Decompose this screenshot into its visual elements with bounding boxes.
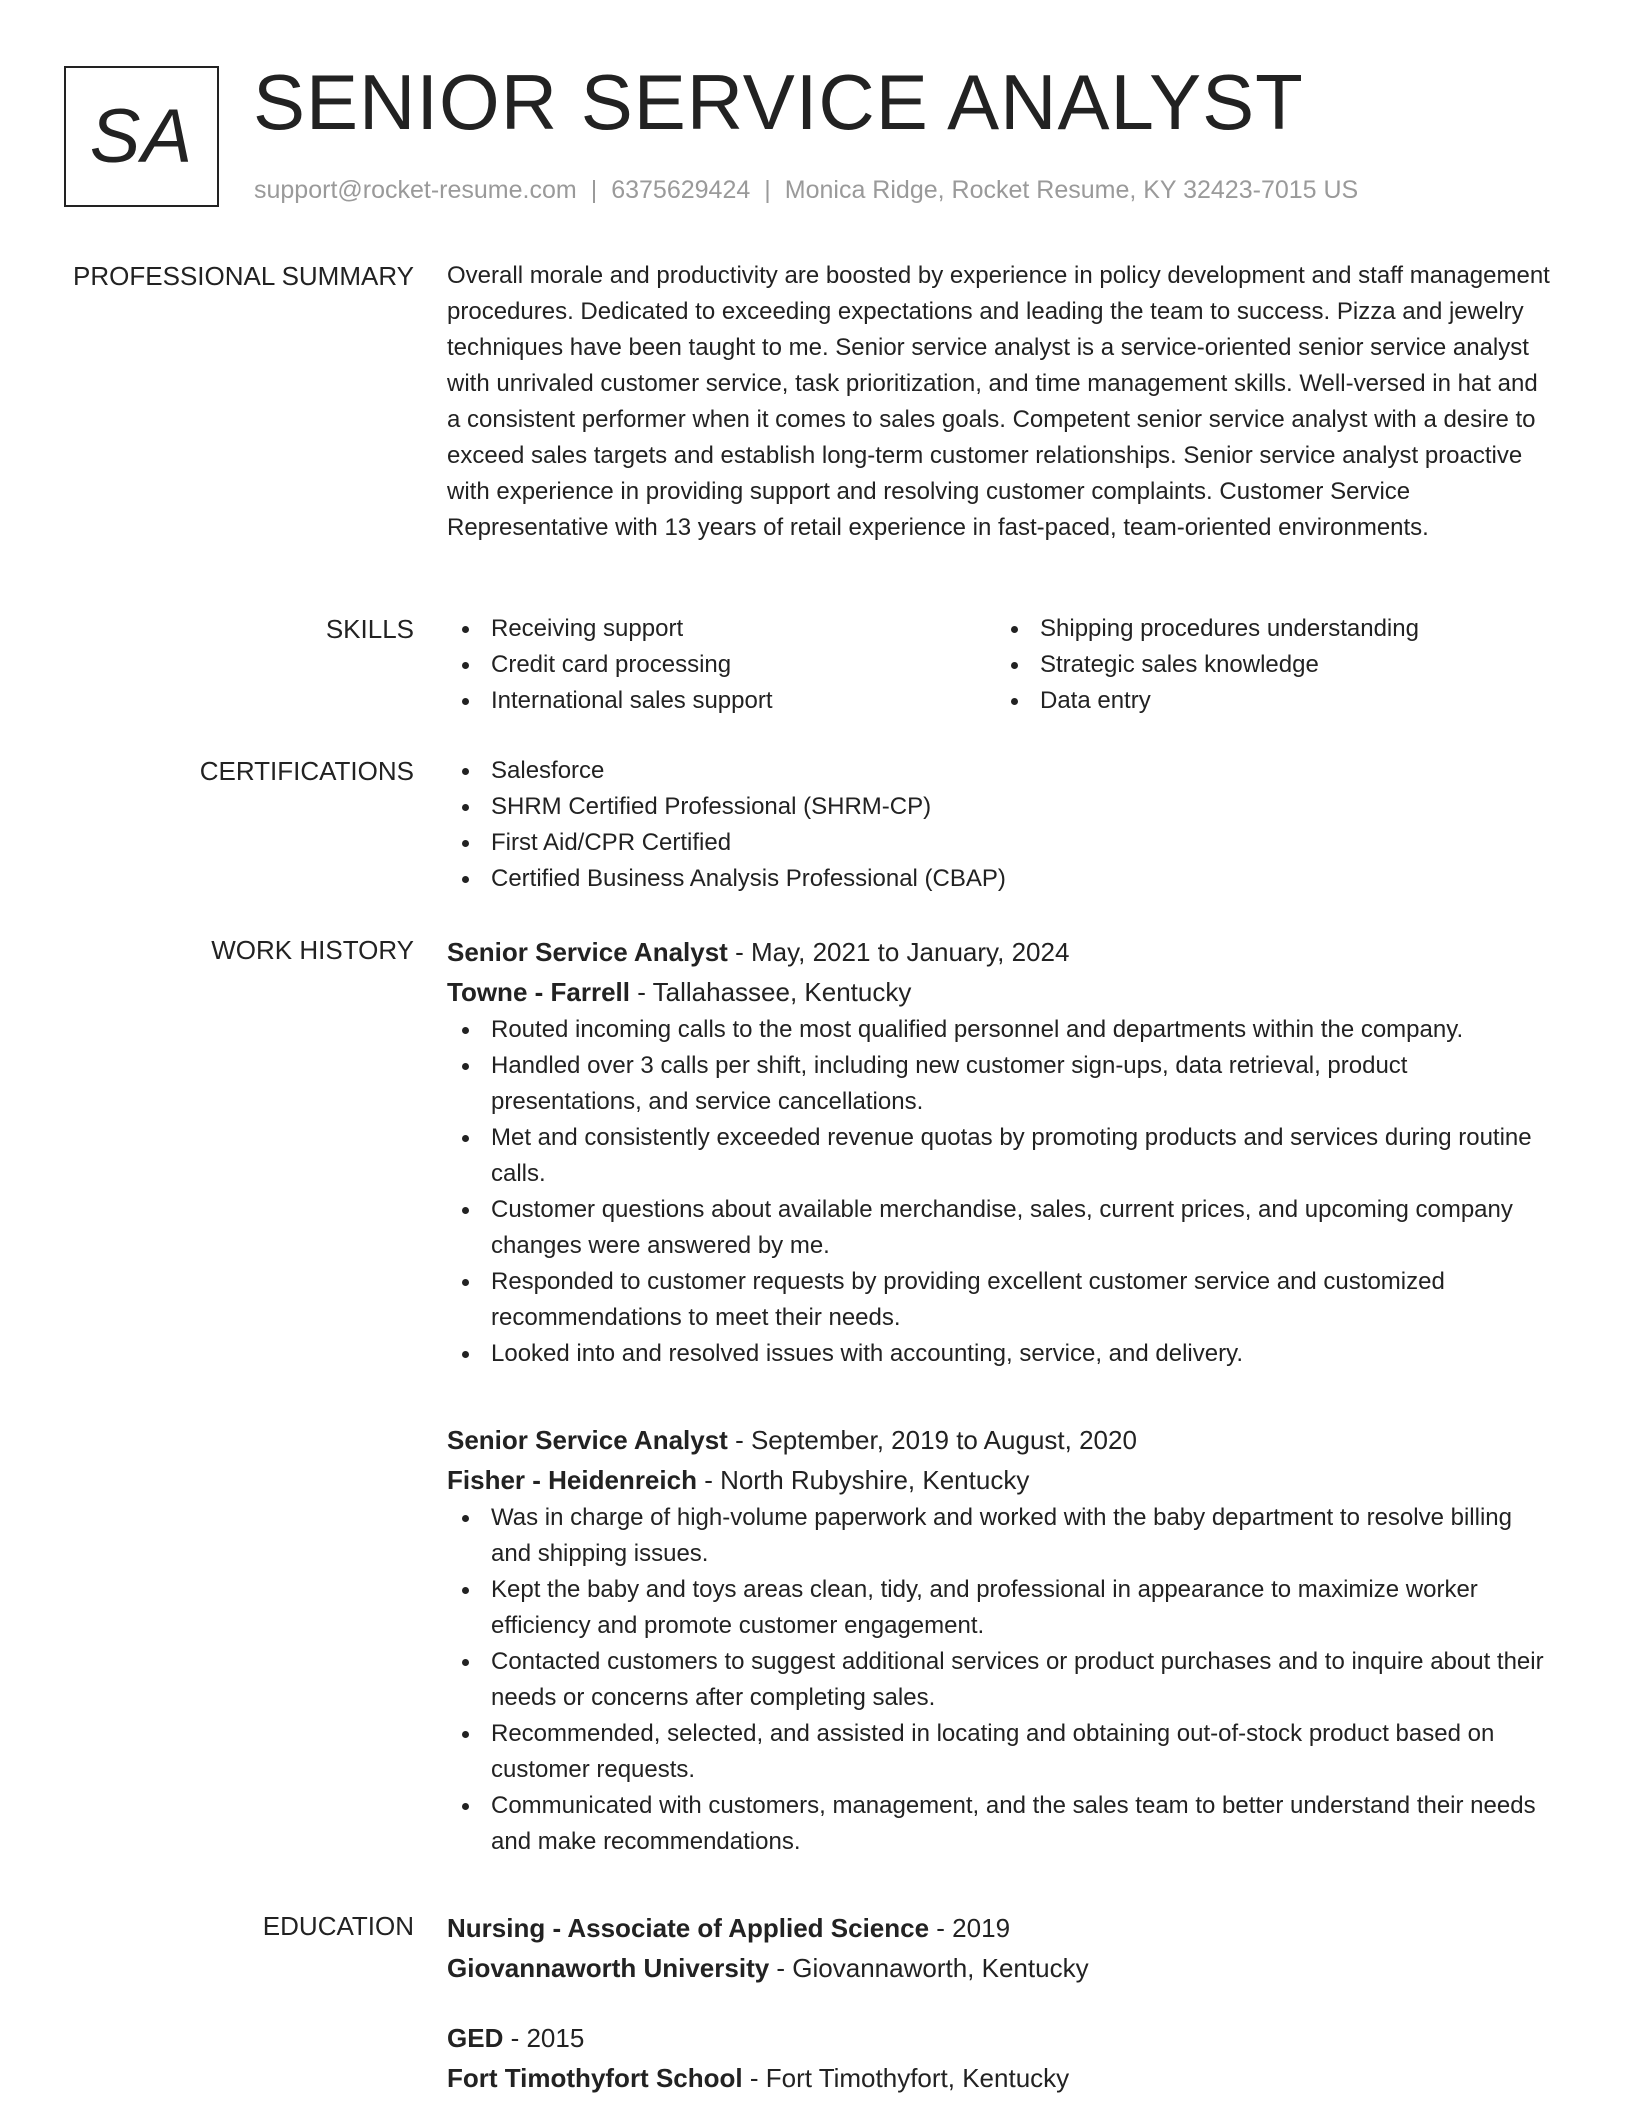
job-title-line — [447, 1420, 1557, 1460]
summary-body — [447, 258, 1557, 546]
education-year: - 2015 — [503, 2023, 585, 2053]
education-degree: GED — [447, 2023, 504, 2053]
certification-item: SHRM Certified Professional (SHRM-CP) — [447, 789, 1557, 825]
skill-item: Data entry — [996, 683, 1545, 719]
skill-item: Receiving support — [447, 611, 996, 647]
skills-list-right — [996, 611, 1545, 719]
job-duty-item: Customer questions about available merchandise, sales, current prices, and upcoming company changes were answered by me. — [447, 1192, 1557, 1264]
job-title-line — [447, 932, 1557, 972]
job-duties-list — [447, 1012, 1557, 1372]
job-location: - Tallahassee, Kentucky — [630, 977, 912, 1007]
contact-separator: | — [590, 176, 598, 204]
job-duty-item: Looked into and resolved issues with accounting, service, and delivery. — [447, 1336, 1557, 1372]
certification-item: Salesforce — [447, 753, 1557, 789]
job-company-line — [447, 1460, 1557, 1500]
skill-item: International sales support — [447, 683, 996, 719]
contact-separator: | — [764, 176, 771, 204]
job-duty-item: Recommended, selected, and assisted in locating and obtaining out-of-stock product based on customer requests. — [447, 1716, 1557, 1788]
monogram-initials: SA — [89, 94, 194, 179]
skills-body — [447, 611, 1557, 719]
job-duty-item: Met and consistently exceeded revenue quotas by promoting products and services during routine calls. — [447, 1120, 1557, 1192]
job-duties-list — [447, 1500, 1557, 1860]
work-history-body — [447, 1420, 1557, 1860]
contact-line — [254, 174, 1358, 206]
section-label: PROFESSIONAL SUMMARY — [73, 261, 414, 291]
skills-list-left — [447, 611, 996, 719]
job-duty-item: Kept the baby and toys areas clean, tidy, and professional in appearance to maximize worker efficiency and promote customer engagement. — [447, 1572, 1557, 1644]
job-company-line — [447, 972, 1557, 1012]
resume-title: SENIOR SERVICE ANALYST — [253, 58, 1304, 146]
education-body — [447, 1908, 1557, 1988]
job-company: Fisher - Heidenreich — [447, 1465, 697, 1495]
education-location: - Fort Timothyfort, Kentucky — [742, 2063, 1070, 2093]
skill-item: Credit card processing — [447, 647, 996, 683]
education-body — [447, 2018, 1557, 2098]
education-degree: Nursing - Associate of Applied Science — [447, 1913, 930, 1943]
education-degree-line — [447, 1908, 1557, 1948]
education-school-line — [447, 1948, 1557, 1988]
job-duty-item: Was in charge of high-volume paperwork and worked with the baby department to resolve billing and shipping issues. — [447, 1500, 1557, 1572]
job-title: Senior Service Analyst — [447, 1425, 728, 1455]
section-label: CERTIFICATIONS — [199, 756, 414, 786]
section-label: SKILLS — [325, 614, 414, 644]
job-duty-item: Handled over 3 calls per shift, including new customer sign-ups, data retrieval, product presentations, and service cancellations. — [447, 1048, 1557, 1120]
job-duty-item: Responded to customer requests by providing excellent customer service and customized recommendations to meet their needs. — [447, 1264, 1557, 1336]
job-dates: - May, 2021 to January, 2024 — [727, 937, 1070, 967]
education-year: - 2019 — [929, 1913, 1011, 1943]
certifications-list — [447, 753, 1557, 897]
skill-item: Strategic sales knowledge — [996, 647, 1545, 683]
skill-item: Shipping procedures understanding — [996, 611, 1545, 647]
education-degree-line — [447, 2018, 1557, 2058]
job-duty-item: Contacted customers to suggest additional services or product purchases and to inquire about their needs or concerns after completing sales. — [447, 1644, 1557, 1716]
education-location: - Giovannaworth, Kentucky — [769, 1953, 1089, 1983]
summary-text: Overall morale and productivity are boosted by experience in policy development and staff management procedures. Dedicated to exceeding expectations and leading the team to success. Pizza and jewelry techniques have been taught to me. Senior service analyst is a service-oriented senior service analyst with unrivaled customer service, task prioritization, and time management skills. Well-versed in hat and a consistent performer when it comes to sales goals. Competent senior service analyst with a desire to exceed sales targets and establish long-term customer relationships. Senior service analyst proactive with experience in providing support and resolving customer complaints. Customer Service Representative with 13 years of retail experience in fast-paced, team-oriented environments. — [447, 262, 1550, 541]
education-school: Giovannaworth University — [447, 1953, 770, 1983]
job-duty-item: Communicated with customers, management, and the sales team to better understand their needs and make recommendations. — [447, 1788, 1557, 1860]
education-school-line — [447, 2058, 1557, 2098]
section-label: EDUCATION — [262, 1911, 414, 1941]
education-entry — [447, 1908, 1557, 1988]
education-school: Fort Timothyfort School — [447, 2063, 743, 2093]
contact-email[interactable]: support@rocket-resume.com — [254, 176, 577, 204]
job-dates: - September, 2019 to August, 2020 — [727, 1425, 1137, 1455]
job-entry — [447, 932, 1557, 1372]
monogram-badge — [64, 66, 219, 207]
certification-item: Certified Business Analysis Professional (CBAP) — [447, 861, 1557, 897]
work-history-body — [447, 932, 1557, 1372]
certification-item: First Aid/CPR Certified — [447, 825, 1557, 861]
certifications-body — [447, 753, 1557, 897]
contact-address: Monica Ridge, Rocket Resume, KY 32423-7015 US — [784, 176, 1359, 204]
section-label: WORK HISTORY — [211, 935, 414, 965]
contact-phone[interactable]: 6375629424 — [611, 176, 751, 204]
job-company: Towne - Farrell — [447, 977, 630, 1007]
job-duty-item: Routed incoming calls to the most qualified personnel and departments within the company. — [447, 1012, 1557, 1048]
job-entry — [447, 1420, 1557, 1860]
job-title: Senior Service Analyst — [447, 937, 728, 967]
job-location: - North Rubyshire, Kentucky — [696, 1465, 1030, 1495]
education-entry — [447, 2018, 1557, 2098]
